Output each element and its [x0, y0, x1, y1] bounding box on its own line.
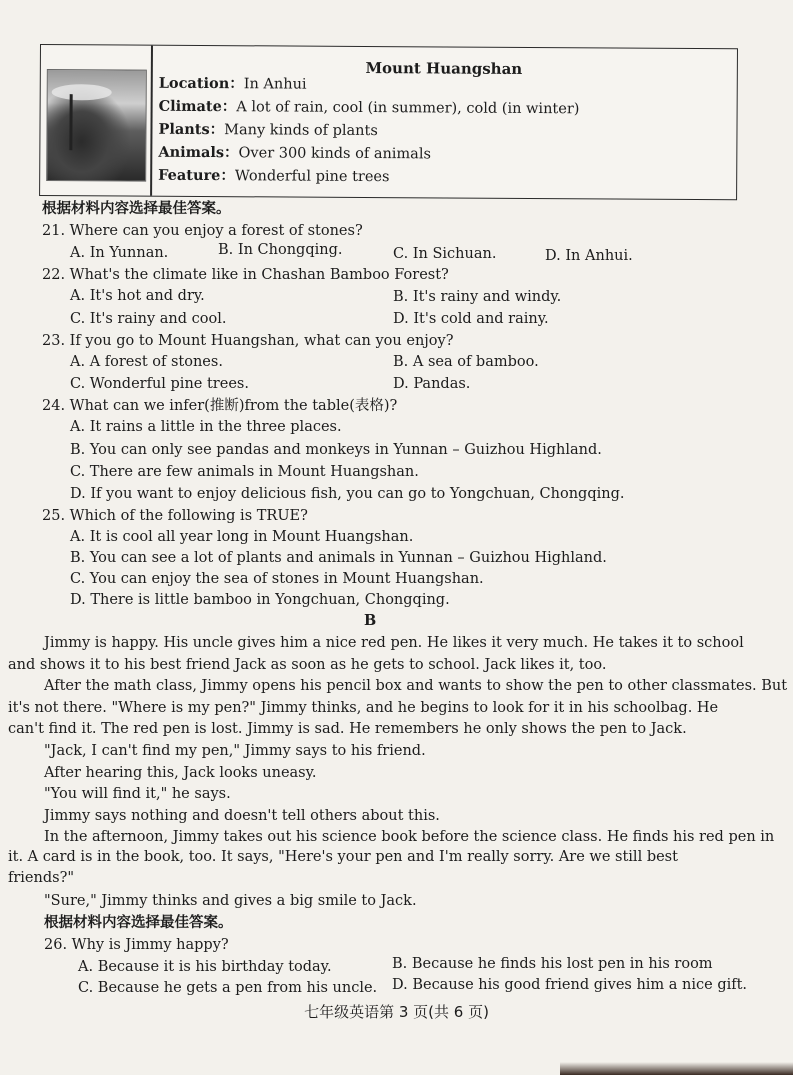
row-value: Wonderful pine trees [234, 168, 390, 186]
passage-line: "You will find it," he says. [44, 786, 231, 802]
option-b: B. You can see a lot of plants and animals in Yunnan – Guizhou Highland. [70, 550, 607, 566]
option-c: C. There are few animals in Mount Huangshan. [70, 464, 419, 480]
row-label: Animals： [158, 143, 239, 162]
option-b: B. It's rainy and windy. [393, 289, 562, 305]
row-value: A lot of rain, cool (in summer), cold (in winter) [236, 99, 580, 118]
passage-line: can't find it. The red pen is lost. Jimmy is sad. He remembers he only shows the pen to Jack. [8, 721, 687, 737]
option-b: B. In Chongqing. [218, 242, 343, 258]
row-label: Plants： [158, 120, 225, 139]
question-stem: 24. What can we infer(推断)from the table(表格)? [42, 398, 398, 414]
passage-line: Jimmy is happy. His uncle gives him a nice red pen. He likes it very much. He takes it to school [44, 635, 744, 651]
option-c: C. It's rainy and cool. [70, 311, 227, 327]
table-row-plants [158, 121, 377, 140]
question-stem: 25. Which of the following is TRUE? [42, 508, 308, 524]
table-row-animals [158, 144, 431, 164]
pine-tree-shape [69, 94, 92, 150]
option-c: C. In Sichuan. [393, 246, 497, 262]
option-a: A. Because it is his birthday today. [78, 959, 332, 975]
table-title: Mount Huangshan [365, 58, 523, 78]
row-value: Over 300 kinds of animals [238, 145, 431, 163]
page-edge-shadow [560, 1062, 793, 1075]
option-d: D. There is little bamboo in Yongchuan, Chongqing. [70, 592, 450, 608]
passage-line: it's not there. "Where is my pen?" Jimmy thinks, and he begins to look for it in his schoolbag. He [8, 700, 719, 716]
table-row-feature [158, 167, 389, 186]
row-label: Climate： [158, 97, 237, 116]
section-heading: B [364, 612, 377, 629]
option-a: A. It is cool all year long in Mount Huangshan. [70, 529, 414, 545]
question-stem: 26. Why is Jimmy happy? [44, 937, 229, 953]
option-d: D. Because his good friend gives him a nice gift. [392, 977, 748, 993]
instruction-text: 根据材料内容选择最佳答案。 [42, 201, 231, 217]
passage-line: "Jack, I can't find my pen," Jimmy says to his friend. [44, 743, 426, 759]
option-a: A. A forest of stones. [70, 354, 223, 370]
row-label: Location： [158, 74, 244, 93]
option-d: D. It's cold and rainy. [393, 311, 549, 327]
row-label: Feature： [158, 166, 235, 185]
passage-line: After hearing this, Jack looks uneasy. [44, 765, 317, 781]
option-d: D. Pandas. [393, 376, 471, 392]
option-d: D. In Anhui. [545, 248, 633, 264]
instruction-text: 根据材料内容选择最佳答案。 [44, 915, 233, 931]
row-value: Many kinds of plants [224, 122, 378, 140]
passage-line: it. A card is in the book, too. It says, "Here's your pen and I'm really sorry. Are we still best [8, 849, 678, 865]
table-row-location [159, 75, 307, 94]
page-footer: 七年级英语第 3 页(共 6 页) [304, 1003, 489, 1021]
option-b: B. You can only see pandas and monkeys in Yunnan – Guizhou Highland. [70, 442, 602, 458]
option-b: B. Because he finds his lost pen in his room [392, 956, 713, 972]
option-d: D. If you want to enjoy delicious fish, you can go to Yongchuan, Chongqing. [70, 486, 625, 502]
question-stem: 23. If you go to Mount Huangshan, what can you enjoy? [42, 333, 454, 349]
option-b: B. A sea of bamboo. [393, 354, 539, 370]
option-a: A. It rains a little in the three places. [70, 419, 342, 435]
option-c: C. You can enjoy the sea of stones in Mount Huangshan. [70, 571, 484, 587]
passage-line: friends?" [8, 870, 75, 886]
passage-line: "Sure," Jimmy thinks and gives a big smile to Jack. [44, 893, 417, 909]
table-row-climate [159, 98, 580, 119]
passage-line: Jimmy says nothing and doesn't tell others about this. [44, 808, 440, 824]
info-table [39, 44, 738, 200]
passage-line: In the afternoon, Jimmy takes out his science book before the science class. He finds his red pen in [44, 829, 775, 845]
option-c: C. Wonderful pine trees. [70, 376, 249, 392]
option-a: A. It's hot and dry. [70, 288, 205, 304]
option-a: A. In Yunnan. [70, 245, 169, 261]
mountain-photo [46, 69, 147, 182]
passage-line: and shows it to his best friend Jack as soon as he gets to school. Jack likes it, too. [8, 657, 607, 673]
passage-line: After the math class, Jimmy opens his pencil box and wants to show the pen to other classmates. But [44, 678, 788, 694]
row-value: In Anhui [243, 76, 307, 93]
question-stem: 22. What's the climate like in Chashan Bamboo Forest? [42, 267, 449, 283]
option-c: C. Because he gets a pen from his uncle. [78, 980, 378, 996]
question-stem: 21. Where can you enjoy a forest of stones? [42, 223, 363, 239]
